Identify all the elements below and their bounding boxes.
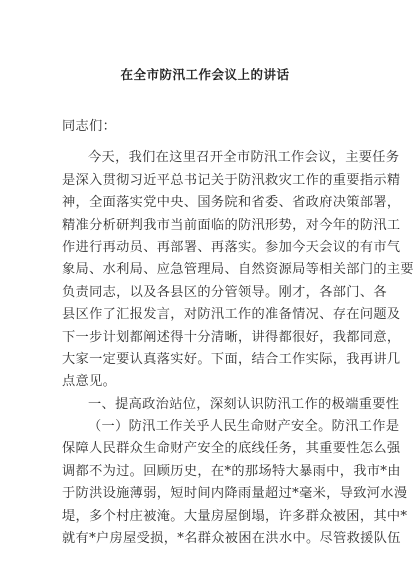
text-line: 精准分析研判我市当前面临的防汛形势，对今年的防汛工 bbox=[62, 217, 401, 233]
text-line: （一）防汛工作关乎人民生命财产安全。防汛工作是 bbox=[88, 419, 400, 435]
text-line: 神，全面落实党中央、国务院和省委、省政府决策部署， bbox=[62, 195, 401, 211]
text-line: 是深入贯彻习近平总书记关于防汛救灾工作的重要指示精 bbox=[62, 172, 401, 188]
text-line: 负责同志，以及各县区的分管领导。刚才，各部门、各 bbox=[62, 284, 387, 300]
text-line: 下一步计划都阐述得十分清晰，讲得都很好，我都同意， bbox=[62, 329, 401, 345]
document-title: 在全市防汛工作会议上的讲话 bbox=[120, 67, 290, 82]
text-line: 大家一定要认真落实好。下面，结合工作实际，我再讲几 bbox=[62, 351, 401, 367]
paragraph-lines bbox=[62, 147, 414, 550]
text-line: 点意见。 bbox=[62, 374, 117, 390]
text-line: 今天，我们在这里召开全市防汛工作会议，主要任务 bbox=[88, 150, 400, 166]
text-line: 就有*户房屋受损，*名群众被困在洪水中。尽管救援队伍 bbox=[62, 531, 401, 547]
text-line: 于防洪设施薄弱，短时间内降雨量超过*毫米，导致河水漫 bbox=[62, 486, 408, 502]
text-line: 保障人民群众生命财产安全的底线任务，其重要性怎么强 bbox=[62, 441, 401, 457]
document-body bbox=[62, 116, 414, 550]
text-line: 一、提高政治站位，深刻认识防汛工作的极端重要性 bbox=[88, 396, 400, 412]
text-line: 作进行再动员、再部署、再落实。参加今天会议的有市气 bbox=[62, 239, 401, 255]
salutation: 同志们： bbox=[62, 119, 117, 134]
text-line: 象局、水利局、应急管理局、自然资源局等相关部门的主要 bbox=[62, 262, 414, 278]
text-line: 调都不为过。回顾历史，在*的那场特大暴雨中，我市*由 bbox=[62, 463, 401, 479]
text-line: 堤，多个村庄被淹。大量房屋倒塌，许多群众被困，其中* bbox=[62, 508, 408, 524]
text-line: 县区作了汇报发言，对防汛工作的准备情况、存在问题及 bbox=[62, 307, 401, 323]
